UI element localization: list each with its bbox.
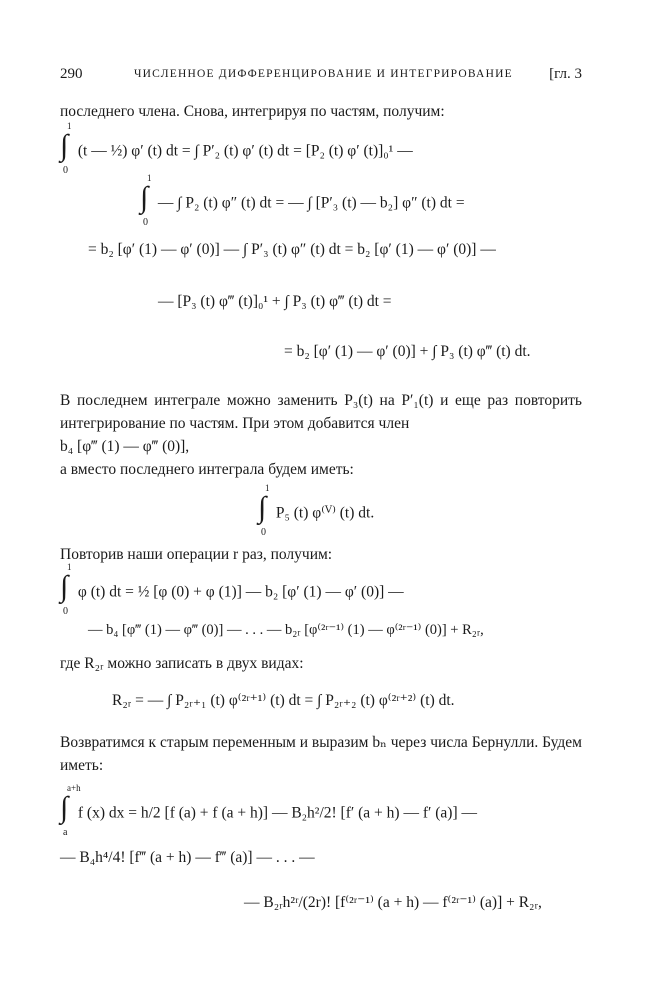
page [60, 66, 582, 927]
equation-block-3 [60, 562, 582, 652]
integral-sign: ∫ 1 0 [258, 483, 270, 538]
integral-sign: ∫ 1 0 [60, 562, 72, 617]
equation-text: = b₂ [φ′ (1) — φ′ (0)] — ∫ P′₃ (t) φ″ (t) dt = b₂ [φ′ (1) — φ′ (0)] — [88, 241, 496, 258]
running-title: ЧИСЛЕННОЕ ДИФФЕРЕНЦИРОВАНИЕ И ИНТЕГРИРОВАНИЕ [134, 68, 513, 80]
equation-text: — B₂ᵣh²ʳ/(2r)! [f⁽²ʳ⁻¹⁾ (a + h) — f⁽²ʳ⁻¹⁾ (a)] + R₂ᵣ, [244, 894, 542, 911]
chapter-label: [гл. 3 [549, 66, 582, 82]
equation-text: = b₂ [φ′ (1) — φ′ (0)] + ∫ P₃ (t) φ‴ (t) dt. [284, 343, 531, 360]
equation-text: — b₄ [φ‴ (1) — φ‴ (0)] — . . . — b₂ᵣ [φ⁽²ʳ⁻¹⁾ (1) — φ⁽²ʳ⁻¹⁾ (0)] + R₂ᵣ, [88, 622, 484, 638]
equation-line-3a [60, 562, 404, 617]
integral-sign: ∫ 1 0 [140, 173, 152, 228]
equation-block-1 [60, 123, 582, 381]
paragraph-2: В последнем интеграле можно заменить P₃(t) на P′₁(t) и еще раз повторить интегрирование по частям. При этом добавится член [60, 392, 582, 432]
integral-sign: ∫ 1 0 [60, 121, 72, 176]
equation-line-3b [88, 622, 484, 639]
paragraph-1: последнего члена. Снова, интегрируя по частям, получим: [60, 103, 445, 120]
equation-line-1c [88, 241, 496, 259]
equation-line-1b [140, 173, 465, 228]
equation-line-4 [112, 691, 455, 710]
equation-line-1a [60, 121, 413, 176]
equation-text: R₂ᵣ = — ∫ P₂ᵣ₊₁ (t) φ⁽²ʳ⁺¹⁾ (t) dt = ∫ P₂ᵣ₊₂ (t) φ⁽²ʳ⁺²⁾ (t) dt. [112, 692, 455, 709]
paragraph-4: Повторив наши операции r раз, получим: [60, 546, 333, 563]
added-term-formula: b₄ [φ‴ (1) — φ‴ (0)], [60, 438, 190, 455]
running-header [60, 66, 582, 88]
equation-block-2 [60, 481, 582, 543]
paragraph-5: где R₂ᵣ можно записать в двух видах: [60, 655, 304, 672]
equation-text: — ∫ P₂ (t) φ″ (t) dt = — ∫ [P′₃ (t) — b₂] φ″ (t) dt = [157, 194, 465, 212]
equation-line-2 [258, 483, 375, 538]
equation-text: (t — ½) φ′ (t) dt = ∫ P′₂ (t) φ′ (t) dt = [P₂ (t) φ′ (t)]₀¹ — [77, 142, 413, 160]
integral-sign: ∫ a+h a [60, 783, 81, 838]
equation-line-5b [60, 849, 315, 867]
equation-text: — [P₃ (t) φ‴ (t)]₀¹ + ∫ P₃ (t) φ‴ (t) dt = [158, 293, 392, 310]
paragraph-3: а вместо последнего интеграла будем иметь: [60, 461, 354, 478]
equation-text: P₅ (t) φ⁽ⱽ⁾ (t) dt. [275, 504, 375, 522]
page-number: 290 [60, 66, 83, 82]
equation-text: — B₄h⁴/4! [f‴ (a + h) — f‴ (a)] — . . . — [60, 849, 315, 866]
equation-text: φ (t) dt = ½ [φ (0) + φ (1)] — b₂ [φ′ (1) — φ′ (0)] — [77, 583, 404, 601]
paragraph-6: Возвратимся к старым переменным и выразим bₙ через числа Бернулли. Будем иметь: [60, 734, 582, 774]
equation-line-1d [158, 293, 392, 311]
equation-block-4 [60, 675, 582, 731]
equation-block-5 [60, 777, 582, 927]
equation-text: f (x) dx = h/2 [f (a) + f (a + h)] — B₂h²/2! [f′ (a + h) — f′ (a)] — [77, 804, 477, 822]
equation-line-1e [284, 343, 531, 361]
equation-line-5a [60, 783, 477, 838]
equation-line-5c [244, 893, 542, 912]
